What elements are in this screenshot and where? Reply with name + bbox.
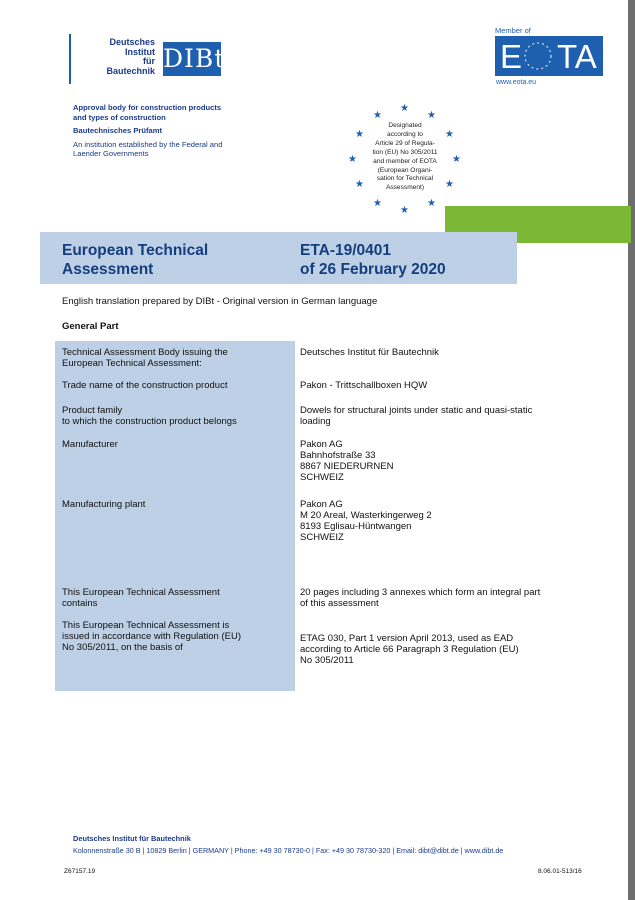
star-icon: ★ bbox=[400, 103, 409, 114]
star-icon: ★ bbox=[427, 110, 436, 121]
label-line: Trade name of the construction product bbox=[62, 380, 228, 391]
dibt-logo-text bbox=[77, 38, 155, 76]
logo-line: Deutsches bbox=[109, 37, 155, 47]
star-icon: ★ bbox=[373, 198, 382, 209]
label-line: to which the construction product belongs bbox=[62, 416, 237, 427]
label-line: This European Technical Assessment bbox=[62, 587, 220, 598]
eota-star-seal bbox=[340, 98, 470, 223]
label-line: Technical Assessment Body issuing the bbox=[62, 347, 228, 358]
label-line: issued in accordance with Regulation (EU) bbox=[62, 631, 242, 642]
designation-line: according to bbox=[387, 130, 423, 138]
eta-number-title bbox=[300, 241, 446, 279]
star-icon: ★ bbox=[348, 154, 357, 165]
label-line: contains bbox=[62, 598, 98, 609]
row-value-legal-basis bbox=[300, 622, 590, 666]
dibt-logo bbox=[69, 32, 226, 86]
title-line: European Technical bbox=[62, 242, 209, 259]
row-value-contents bbox=[300, 587, 590, 609]
row-label-manufacturing-plant bbox=[62, 499, 288, 510]
value-line: according to Article 66 Paragraph 3 Regulation (EU) bbox=[300, 644, 519, 655]
value-line: 8867 NIEDERURNEN bbox=[300, 461, 394, 472]
value-line: 20 pages including 3 annexes which form an integral part bbox=[300, 587, 541, 598]
designation-line: tion (EU) No 305/2011 bbox=[372, 148, 438, 156]
value-line: Pakon AG bbox=[300, 499, 343, 510]
star-icon: ★ bbox=[445, 179, 454, 190]
value-line: 8193 Eglisau-Hüntwangen bbox=[300, 521, 412, 532]
value-line: SCHWEIZ bbox=[300, 532, 344, 543]
row-value-trade-name bbox=[300, 380, 590, 391]
value-line: ETAG 030, Part 1 version April 2013, used as EAD bbox=[300, 633, 514, 644]
footer-address: Kolonnenstraße 30 B | 10829 Berlin | GERMANY | Phone: +49 30 78730-0 | Fax: +49 30 78730-320 | Email: dibt@dibt.de | www.dibt.de bbox=[73, 846, 504, 855]
eota-url: www.eota.eu bbox=[496, 79, 537, 86]
doc-id-right: 8.06.01-513/16 bbox=[538, 868, 582, 875]
value-line: M 20 Areal, Wasterkingerweg 2 bbox=[300, 510, 432, 521]
eota-member-label: Member of bbox=[495, 26, 531, 35]
approval-line: and types of construction bbox=[73, 112, 166, 122]
label-line: Manufacturing plant bbox=[62, 499, 146, 510]
value-line: Deutsches Institut für Bautechnik bbox=[300, 347, 439, 358]
designation-line: Designated bbox=[388, 122, 422, 129]
value-line: Pakon - Trittschallboxen HQW bbox=[300, 380, 428, 391]
approval-desc: An institution established by the Federal and bbox=[73, 139, 223, 149]
row-value-product-family bbox=[300, 405, 590, 427]
page-edge bbox=[628, 0, 635, 900]
row-value-manufacturer bbox=[300, 439, 590, 483]
value-line: SCHWEIZ bbox=[300, 472, 344, 483]
star-icon: ★ bbox=[355, 179, 364, 190]
star-icon: ★ bbox=[400, 205, 409, 216]
value-line bbox=[300, 622, 590, 633]
star-icon: ★ bbox=[452, 154, 461, 165]
eota-logo-graphic bbox=[495, 36, 603, 76]
value-line: Pakon AG bbox=[300, 439, 343, 450]
row-label-trade-name bbox=[62, 380, 288, 391]
section-heading: General Part bbox=[62, 321, 119, 332]
logo-divider bbox=[69, 34, 71, 84]
label-line: Manufacturer bbox=[62, 439, 118, 450]
designation-line: Assessment) bbox=[385, 184, 425, 192]
eota-logo bbox=[495, 36, 603, 76]
designation-line: and member of EOTA bbox=[373, 157, 437, 165]
row-value-assessment-body bbox=[300, 347, 590, 358]
footer-institute: Deutsches Institut für Bautechnik bbox=[73, 834, 191, 843]
row-label-contents bbox=[62, 587, 288, 609]
row-label-manufacturer bbox=[62, 439, 288, 450]
designation-line: Article 29 of Regula- bbox=[375, 139, 435, 147]
logo-line: für bbox=[143, 56, 155, 66]
row-label-assessment-body bbox=[62, 347, 288, 369]
translation-note: English translation prepared by DIBt - Original version in German language bbox=[62, 296, 378, 307]
document-type-title bbox=[62, 241, 208, 279]
label-line: European Technical Assessment: bbox=[62, 358, 202, 369]
designation-line: (European Organi- bbox=[377, 166, 433, 174]
value-line: Dowels for structural joints under static and quasi-static bbox=[300, 405, 533, 416]
designation-text bbox=[368, 122, 442, 193]
approval-body-info bbox=[73, 103, 273, 159]
doc-id-left: Z67157.19 bbox=[64, 868, 96, 875]
eta-date: of 26 February 2020 bbox=[300, 261, 446, 278]
label-line: Product family bbox=[62, 405, 123, 416]
label-line: No 305/2011, on the basis of bbox=[62, 642, 183, 653]
svg-text:E: E bbox=[500, 38, 523, 75]
approval-desc: Laender Governments bbox=[73, 149, 149, 158]
approval-line: Approval body for construction products bbox=[73, 103, 222, 112]
title-line: Assessment bbox=[62, 261, 154, 278]
value-line: No 305/2011 bbox=[300, 655, 354, 666]
row-label-product-family bbox=[62, 405, 288, 427]
designation-line: sation for Technical bbox=[376, 175, 434, 183]
star-icon: ★ bbox=[355, 129, 364, 140]
dibt-mark: DIBt bbox=[163, 42, 221, 76]
star-icon: ★ bbox=[373, 110, 382, 121]
value-line: of this assessment bbox=[300, 598, 379, 609]
approval-name: Bautechnisches Prüfamt bbox=[73, 126, 163, 135]
svg-text:TA: TA bbox=[557, 38, 597, 75]
logo-line: Institut bbox=[125, 46, 155, 57]
row-value-manufacturing-plant bbox=[300, 499, 590, 543]
eta-number: ETA-19/0401 bbox=[300, 242, 392, 259]
star-icon: ★ bbox=[427, 198, 436, 209]
value-line: loading bbox=[300, 416, 331, 427]
label-line: This European Technical Assessment is bbox=[62, 620, 230, 631]
star-icon: ★ bbox=[445, 129, 454, 140]
value-line: Bahnhofstraße 33 bbox=[300, 450, 376, 461]
row-label-legal-basis bbox=[62, 620, 288, 653]
logo-line: Bautechnik bbox=[106, 65, 155, 76]
